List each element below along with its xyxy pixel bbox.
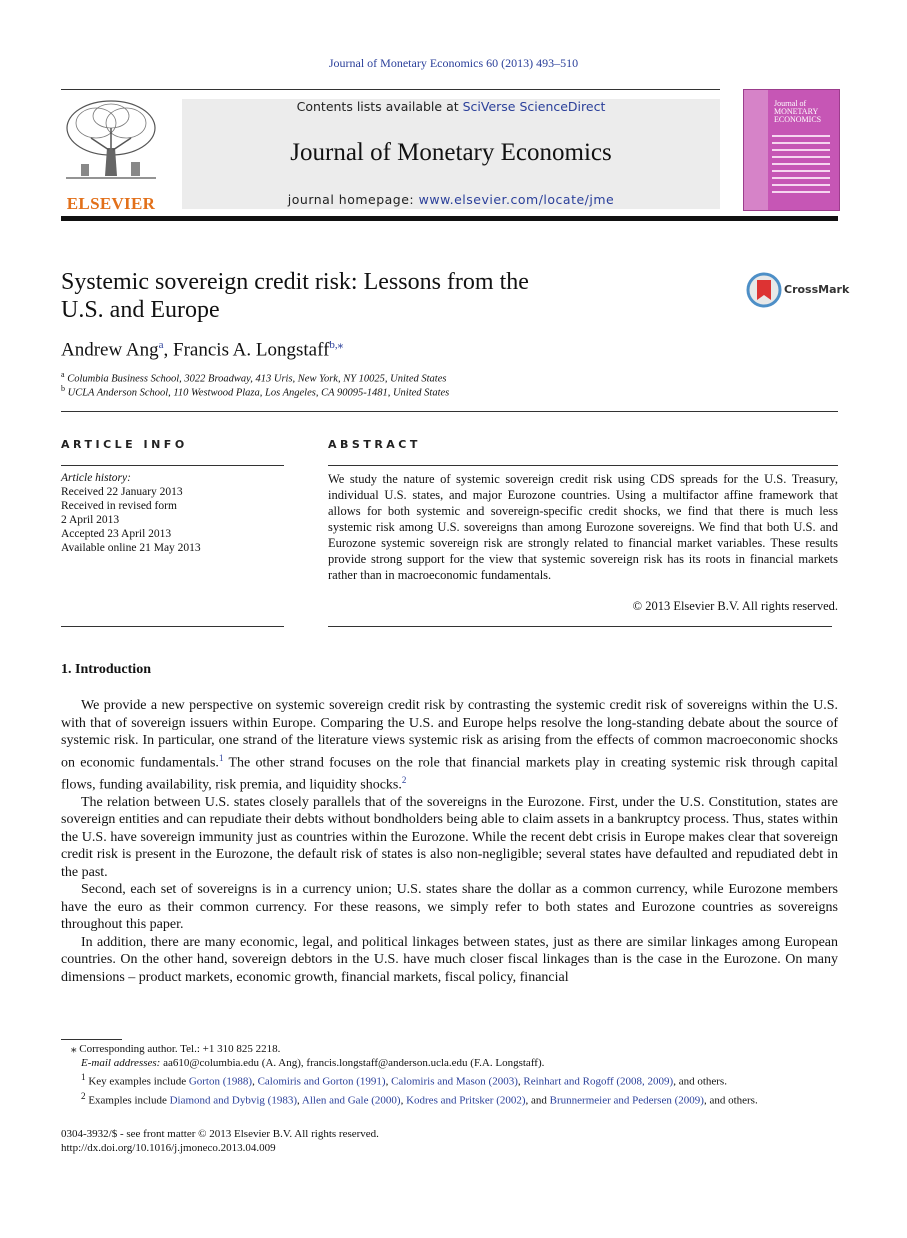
homepage-link[interactable]: www.elsevier.com/locate/jme [418, 192, 615, 207]
footnote-2-and: , and [525, 1094, 550, 1107]
paragraph-text: The other strand focuses on the role that financial markets play in creating systemic risk through capital flows, funding availability, risk premia, and liquidity shocks. [61, 755, 839, 793]
section-heading-introduction: 1. Introduction [61, 662, 151, 677]
header-thick-rule [61, 216, 838, 221]
journal-banner [182, 99, 720, 209]
email-text[interactable]: aa610@columbia.edu (A. Ang), francis.longstaff@anderson.ucla.edu (F.A. Longstaff). [160, 1057, 545, 1069]
elsevier-logo [61, 98, 161, 213]
article-history [61, 471, 201, 555]
paragraph: The relation between U.S. states closely parallels that of the sovereigns in the Eurozone. First, under the U.S. Constitution, states are sovereign entities and can repudiate their debts without bondholders being able to claim assets in a bankruptcy process. Thus, states within the U.S. have sovereign immunity just as countries within the Eurozone. While the recent debt crisis in Europe makes clear that sovereign credit risk is present in the Eurozone, the default risk of states is also non-negligible; several states have defaulted and repudiated debt in the past. [61, 794, 838, 880]
affiliation-b [61, 384, 449, 399]
title-line-2: U.S. and Europe [61, 297, 220, 323]
footnote-1-end: , and others. [673, 1075, 727, 1088]
footnote-1: $^1$ Key examples include Gorton (1988), Calomiris and Gorton (1991), Calomiris and Mason (2003), Reinhart and Rogoff (2008, 2009), and others. [81, 1072, 727, 1088]
abstract-rule-top [328, 465, 838, 466]
journal-title: Journal of Monetary Economics [290, 139, 612, 166]
corresponding-author-note: ⁎ Corresponding author. Tel.: +1 310 825 2218. [71, 1043, 281, 1055]
history-item: 2 April 2013 [61, 514, 120, 526]
history-heading: Article history: [61, 472, 131, 484]
crossmark-label: CrossMark [784, 283, 850, 296]
author-1-affil-ref[interactable]: a [158, 339, 164, 351]
reference-link[interactable]: Calomiris and Mason (2003) [391, 1075, 518, 1088]
history-item: Available online 21 May 2013 [61, 542, 201, 554]
reference-link[interactable]: Kodres and Pritsker (2002) [406, 1094, 526, 1107]
reference-link[interactable]: Brunnermeier and Pedersen (2009) [549, 1094, 704, 1107]
abstract-copyright: © 2013 Elsevier B.V. All rights reserved. [632, 599, 838, 613]
affil-a-text: Columbia Business School, 3022 Broadway, 413 Uris, New York, NY 10025, United States [67, 373, 447, 385]
elsevier-tree-icon [61, 98, 161, 186]
footnote-ref-2[interactable]: 2 [401, 774, 407, 785]
article-info-label: ARTICLE INFO [61, 438, 188, 451]
history-item: Accepted 23 April 2013 [61, 528, 172, 540]
article-info-rule-bottom [61, 626, 284, 627]
authors [61, 338, 343, 361]
affil-b-text: UCLA Anderson School, 110 Westwood Plaza, Los Angeles, CA 90095-1481, United States [67, 387, 450, 399]
footnote-2-end: , and others. [703, 1094, 758, 1107]
email-note [61, 1056, 838, 1070]
body-text [61, 697, 838, 986]
abstract-text: We study the nature of systemic sovereign credit risk using CDS spreads for the U.S. Treasury, individual U.S. states, and major Eurozone countries. Using a multifactor affine framework that allows for both systemic and sovereign-specific credit shocks, we find that there is much less systemic risk among U.S. sovereigns than among Eurozone sovereigns. We find that both U.S. and Eurozone systemic sovereign risk are strongly related to financial market variables. These results provide strong support for the view that systemic sovereign risk has its roots in financial markets rather than in macroeconomic fundamentals. [328, 472, 838, 582]
cover-contents-lines [772, 135, 830, 198]
journal-cover [743, 89, 840, 211]
footnotes [61, 1042, 838, 1107]
reference-link[interactable]: Calomiris and Gorton (1991) [257, 1075, 386, 1088]
elsevier-wordmark: ELSEVIER [66, 194, 156, 213]
affil-b-marker: b [61, 384, 65, 393]
footnote-2-number: 2 [81, 1090, 86, 1101]
article-title [61, 268, 621, 324]
abstract-rule-bottom [328, 626, 832, 627]
footnote-rule [61, 1039, 122, 1040]
footnote-1-text: Key examples include [85, 1075, 189, 1088]
contents-prefix: Contents lists available at [296, 99, 463, 114]
history-item: Received in revised form [61, 500, 177, 512]
footnote-2: $^2$ Examples include Diamond and Dybvig (1983), Allen and Gale (2000), Kodres and Pritsker (2002), and Brunnermeier and Pedersen (2009), and others. [81, 1090, 758, 1107]
footnote-2-text: Examples include [85, 1094, 170, 1107]
front-matter-info [61, 1127, 379, 1155]
crossmark-icon [746, 272, 782, 308]
author-separator: , [163, 339, 174, 361]
paragraph [61, 697, 838, 794]
crossmark-badge[interactable] [746, 272, 850, 308]
article-info-rule-top [61, 465, 284, 466]
contents-line [182, 99, 720, 114]
paragraph: Second, each set of sovereigns is in a currency union; U.S. states share the dollar as a common currency, while Eurozone members have the euro as their common currency. For these reasons, we simply refer to both states and Eurozone countries as sovereigns throughout this paper. [61, 882, 838, 933]
journal-citation[interactable]: Journal of Monetary Economics 60 (2013) 493–510 [328, 56, 579, 70]
homepage-prefix: journal homepage: [287, 192, 419, 207]
reference-link[interactable]: Allen and Gale (2000) [301, 1094, 401, 1107]
reference-link[interactable]: Gorton (1988) [188, 1075, 253, 1088]
reference-link[interactable]: Reinhart and Rogoff (2008, 2009) [523, 1075, 674, 1088]
issn-line: 0304-3932/$ - see front matter © 2013 Elsevier B.V. All rights reserved. [61, 1128, 379, 1140]
footnote-1-number: 1 [81, 1072, 86, 1082]
email-label: E-mail addresses: [81, 1057, 161, 1069]
reference-link[interactable]: Diamond and Dybvig (1983) [169, 1094, 297, 1107]
affiliation-rule [61, 411, 838, 412]
sciencedirect-link[interactable]: SciVerse ScienceDirect [462, 99, 606, 114]
cover-strip [744, 90, 768, 210]
abstract-label: ABSTRACT [328, 438, 421, 451]
title-line-1: Systemic sovereign credit risk: Lessons from the [61, 269, 529, 295]
header-rule [61, 89, 720, 90]
paragraph-text: We provide a new perspective on systemic sovereign credit risk by contrasting the systemic credit risk of sovereigns within the U.S. with that of sovereign issuers within Europe. Comparing the U.S. and Europe helps resolve the long-standing debate about the source of systemic risk. In particular, one strand of the literature views systemic risk as arising from the effects of common macroeconomic shocks on economic fundamentals. [61, 698, 838, 771]
history-item: Received 22 January 2013 [61, 486, 183, 498]
cover-title: Journal of MONETARY ECONOMICS [774, 99, 822, 124]
doi-link[interactable]: http://dx.doi.org/10.1016/j.jmoneco.2013.04.009 [61, 1142, 276, 1154]
homepage-line [182, 192, 720, 207]
affiliation-a [61, 370, 446, 385]
author-1: Andrew Ang [61, 339, 159, 361]
author-2-affil-ref[interactable]: b,⁎ [329, 339, 344, 351]
affil-a-marker: a [61, 370, 65, 379]
paragraph: In addition, there are many economic, legal, and political linkages between states, just as there are similar linkages among European countries. On the other hand, sovereign debtors in the U.S. have much closer fiscal linkages than is the case in the Eurozone. On many dimensions – product markets, economic growth, financial markets, fiscal policy, financial [61, 934, 838, 985]
footnote-ref-1[interactable]: 1 [218, 752, 224, 763]
author-2: Francis A. Longstaff [173, 339, 330, 361]
